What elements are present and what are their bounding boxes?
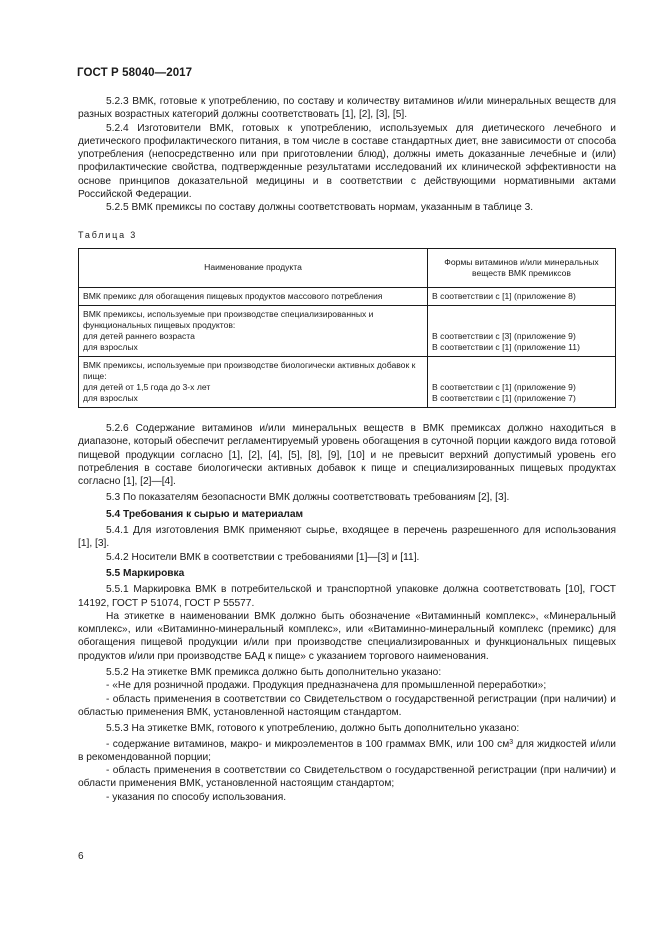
table-cell-forms	[428, 305, 616, 356]
paragraph-5-4-1: 5.4.1 Для изготовления ВМК применяют сырье, входящее в перечень разрешенного для использования [1], [3].	[78, 525, 616, 550]
paragraph-5-5-1-label: На этикетке в наименовании ВМК должно быть обозначение «Витаминный комплекс», «Минеральный комплекс», или «Витаминно-минеральный комплекс», или «Витаминно-минеральный комплекс (премикс) для обогащения пищевой продукции и/или при производстве специализированных и функциональных пищевых продуктов и/или при производстве БАД к пище» с указанием торгового наименования.	[78, 610, 616, 662]
heading-5-4: 5.4 Требования к сырью и материалам	[106, 508, 304, 520]
table-cell-product	[79, 356, 428, 407]
list-item-text: для жидкостей и/или в рекомендованной порции;	[78, 738, 616, 763]
page-content	[78, 95, 616, 804]
cell-line: В соответствии с [1] (приложение 9)	[432, 381, 576, 392]
table-3	[78, 248, 616, 408]
paragraph-5-2-3: 5.2.3 ВМК, готовые к употреблению, по составу и количеству витаминов и/или минеральных веществ для разных возрастных категорий должны соответствовать [1], [2], [3], [5].	[78, 96, 616, 121]
paragraph-5-4-2: 5.4.2 Носители ВМК в соответствии с требованиями [1]—[3] и [11].	[106, 551, 420, 563]
cell-line: для взрослых	[83, 392, 138, 403]
table-cell-product: ВМК премикс для обогащения пищевых продуктов массового потребления	[79, 287, 428, 305]
paragraph-5-5-2: 5.5.2 На этикетке ВМК премикса должно быть дополнительно указано:	[106, 667, 442, 679]
table-row	[79, 356, 616, 407]
page-header: ГОСТ Р 58040—2017	[77, 67, 193, 79]
heading-5-5: 5.5 Маркировка	[106, 567, 185, 579]
table-row	[79, 287, 616, 305]
list-item: - область применения в соответствии со Свидетельством о государственной регистрации (при наличии) и области применения ВМК, установленной настоящим стандартом;	[78, 765, 616, 790]
paragraph-5-2-4: 5.2.4 Изготовители ВМК, готовых к употреблению, используемых для диетического лечебного и диетического профилактического питания, в том числе в составе стандартных диет, вне зависимости от способа употребления (непосредственно или при приготовлении блюд), должны иметь доказанные лечебные и (или) профилактические свойства, подтвержденные результатами исследований их клинической эффективности на основе принципов доказательной медицины и в соответствии с действующими нормативными актами Российской Федерации.	[78, 122, 616, 201]
cell-line: В соответствии с [1] (приложение 11)	[432, 341, 580, 352]
list-item: - указания по способу использования.	[106, 791, 287, 803]
table-caption: Таблица 3	[78, 229, 137, 240]
table-header-product: Наименование продукта	[79, 248, 428, 287]
paragraph-5-5-1: 5.5.1 Маркировка ВМК в потребительской и транспортной упаковке должна соответствовать [10], ГОСТ 14192, ГОСТ Р 51074, ГОСТ Р 55577.	[78, 584, 616, 609]
list-item: - область применения в соответствии со Свидетельством о государственной регистрации (при наличии) и областью применения ВМК, установленной настоящим стандартом.	[78, 693, 616, 718]
table-cell-product	[79, 305, 428, 356]
cell-line: для взрослых	[83, 341, 138, 352]
cell-line: для детей от 1,5 года до 3-х лет	[83, 381, 211, 392]
paragraph-5-2-5: 5.2.5 ВМК премиксы по составу должны соответствовать нормам, указанным в таблице 3.	[106, 202, 534, 214]
cell-line: В соответствии с [3] (приложение 9)	[432, 330, 576, 341]
cell-title: ВМК премиксы, используемые при производстве специализированных и функциональных пищевых продуктов:	[83, 308, 374, 330]
page-number: 6	[78, 851, 84, 862]
paragraph-5-5-3: 5.5.3 На этикетке ВМК, готового к употреблению, должно быть дополнительно указано:	[106, 723, 520, 735]
list-item	[78, 736, 616, 765]
superscript: 3	[509, 738, 514, 746]
paragraph-5-3: 5.3 По показателям безопасности ВМК должны соответствовать требованиям [2], [3].	[106, 492, 510, 504]
cell-line: для детей раннего возраста	[83, 330, 195, 341]
cell-title: ВМК премиксы, используемые при производстве биологически активных добавок к пище:	[83, 359, 416, 381]
list-item: - «Не для розничной продажи. Продукция предназначена для промышленной переработки»;	[106, 680, 547, 692]
table-row	[79, 305, 616, 356]
list-item-text: - содержание витаминов, макро- и микроэлементов в 100 граммах ВМК, или 100 см	[106, 738, 510, 750]
table-header-row	[79, 248, 616, 287]
paragraph-5-2-6: 5.2.6 Содержание витаминов и/или минеральных веществ в ВМК премиксах должно находиться в диапазоне, который обеспечит регламентируемый уровень обогащения в суточной порции каждого вида готовой пищевой продукции согласно [1], [2], [4], [5], [8], [9], [10] и не превысит верхний допустимый уровень его потребления в составе биологически активных добавок к пище и специализированных пищевых продуктах согласно [1], [2]—[4].	[78, 422, 616, 488]
table-header-forms: Формы витаминов и/или минеральных веществ ВМК премиксов	[428, 248, 616, 287]
table-cell-forms	[428, 356, 616, 407]
cell-line: В соответствии с [1] (приложение 7)	[432, 392, 576, 403]
table-cell-forms: В соответствии с [1] (приложение 8)	[428, 287, 616, 305]
